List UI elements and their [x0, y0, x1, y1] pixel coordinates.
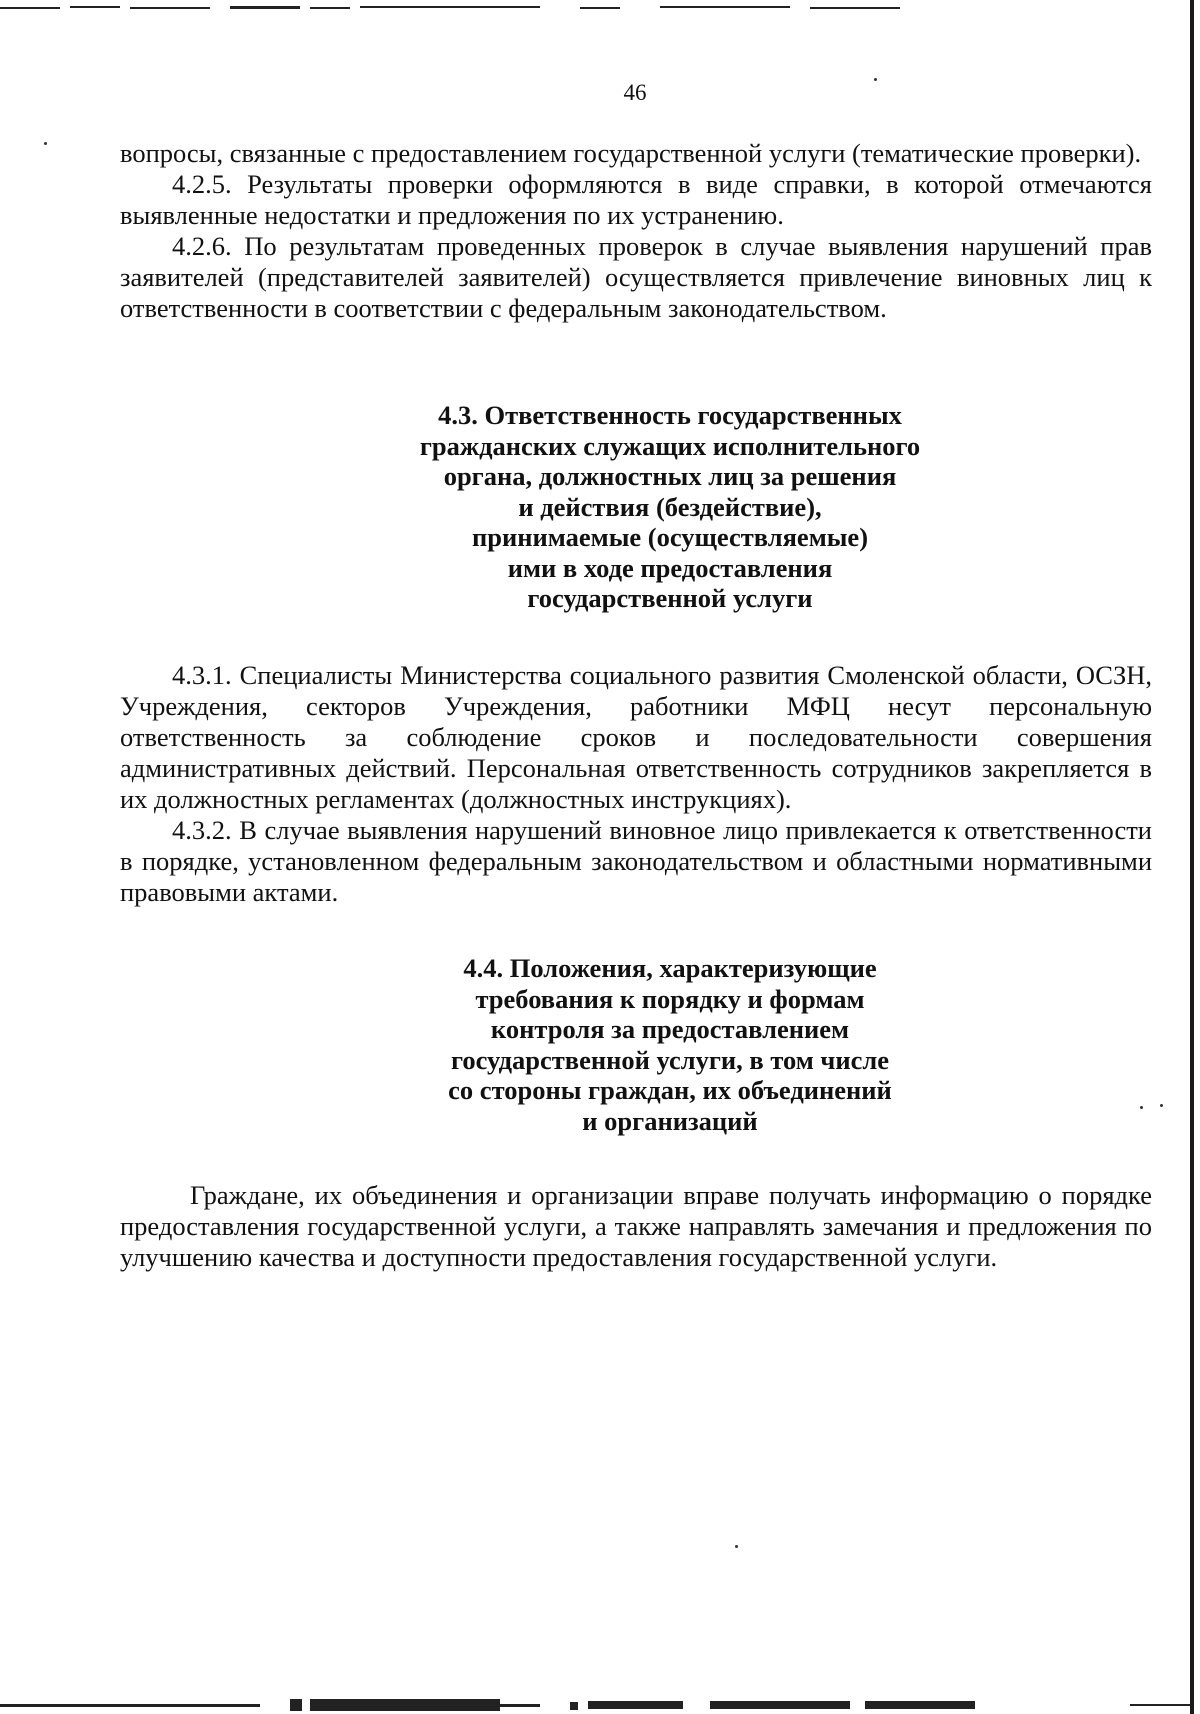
paragraph-continued: вопросы, связанные с предоставлением государственной услуги (тематические проверки). [120, 138, 1142, 168]
heading-line: и действия (бездействие), [518, 491, 822, 522]
page-number: 46 [623, 80, 647, 105]
heading-line: принимаемые (осуществляемые) [471, 522, 869, 552]
heading-line: государственной услуги, в том числе [450, 1044, 890, 1075]
scan-artifact-top [0, 4, 1200, 10]
scan-artifact-bottom [0, 1694, 1200, 1714]
scan-speck [1140, 1106, 1143, 1109]
heading-line: 4.4. Положения, характеризующие [463, 953, 877, 983]
scan-speck [735, 1545, 738, 1548]
heading-line: ими в ходе предоставления [507, 552, 833, 583]
text-block-4-4 [120, 1180, 1152, 1273]
heading-line: требования к порядку и формам [475, 983, 865, 1014]
text-block-4-3 [120, 660, 1152, 908]
paragraph-4-3-2: 4.3.2. В случае выявления нарушений виновное лицо привлекается к ответственности в порядке, установленном федеральным законодательством и областными нормативными правовыми актами. [120, 815, 1152, 907]
heading-line: и организаций [582, 1105, 758, 1136]
section-heading-4-3 [335, 400, 1005, 614]
paragraph-4-2-5: 4.2.5. Результаты проверки оформляются в виде справки, в которой отмечаются выявленные недостатки и предложения по их устранению. [120, 169, 1152, 230]
heading-line: контроля за предоставлением [490, 1014, 850, 1044]
text-block-4-2 [120, 138, 1152, 324]
scan-artifact-edge [1190, 0, 1194, 1714]
heading-line: 4.3. Ответственность государственных [438, 400, 902, 430]
paragraph-4-3-1: 4.3.1. Специалисты Министерства социального развития Смоленской области, ОСЗН, Учреждения, секторов Учреждения, работники МФЦ несут персональную ответственность за соблюдение сроков и последовательности совершения административных действий. Персональная ответственность сотрудников закрепляется в их должностных регламентах (должностных инструкциях). [120, 660, 1152, 814]
paragraph-4-2-6: 4.2.6. По результатам проведенных проверок в случае выявления нарушений прав заявителей (представителей заявителей) осуществляется привлечение виновных лиц к ответственности в соответствии с федеральным законодательством. [120, 231, 1152, 323]
heading-line: со стороны граждан, их объединений [448, 1075, 892, 1105]
scan-speck [44, 142, 47, 145]
heading-line: гражданских служащих исполнительного [419, 430, 921, 461]
heading-line: органа, должностных лиц за решения [443, 461, 897, 491]
section-heading-4-4 [335, 953, 1005, 1136]
heading-line: государственной услуги [527, 583, 813, 613]
scan-speck [1160, 1104, 1163, 1107]
paragraph-citizens: Граждане, их объединения и организации вправе получать информацию о порядке предоставления государственной услуги, а также направлять замечания и предложения по улучшению качества и доступности предоставления государственной услуги. [120, 1180, 1152, 1272]
